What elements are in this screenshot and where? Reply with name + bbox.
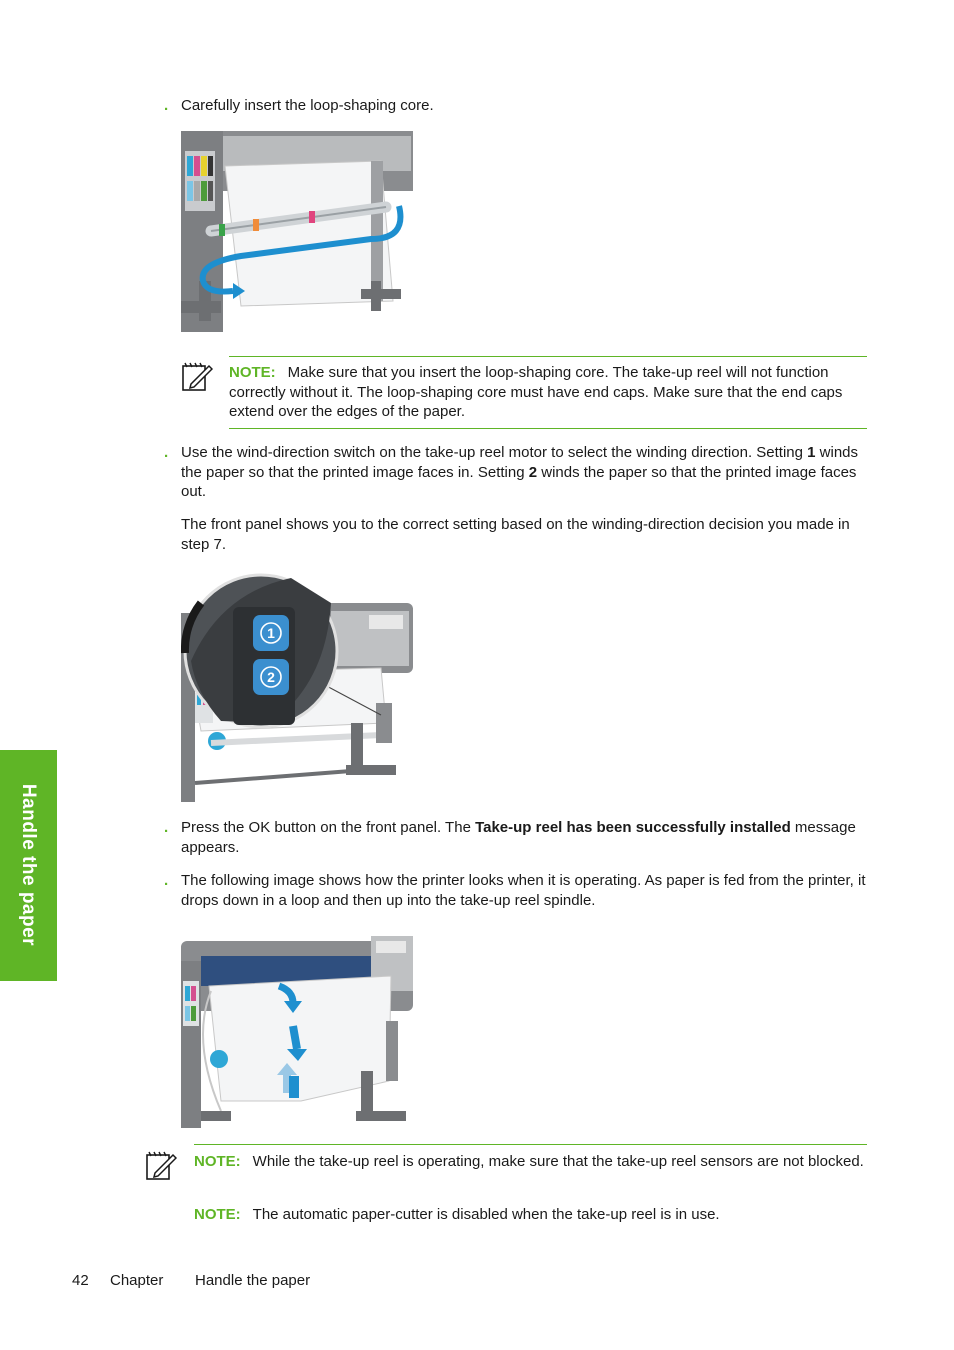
step-3-text-part: Press the OK button on the front panel. The — [181, 819, 476, 836]
note-bottom-rule — [229, 428, 867, 429]
note-top-rule — [229, 356, 867, 357]
side-tab-label: Handle the paper — [17, 783, 39, 947]
step-bullet: . — [164, 872, 169, 889]
installed-message-bold: Take-up reel has been successfully installed — [475, 819, 791, 836]
step-3-text — [181, 818, 871, 857]
note-label: NOTE: — [194, 1206, 241, 1223]
page-number: 42 — [72, 1272, 89, 1289]
note-3-text: The automatic paper-cutter is disabled when the take-up reel is in use. — [252, 1206, 720, 1223]
step-bullet: . — [164, 819, 169, 836]
side-chapter-tab — [0, 750, 57, 981]
step-1-text: Carefully insert the loop-shaping core. — [181, 97, 434, 114]
note-label: NOTE: — [194, 1153, 241, 1170]
step-2-text-part: winds the paper so that the printed image faces in. Setting — [181, 444, 859, 481]
note-1-text: Make sure that you insert the loop-shaping core. The take-up reel will not function correctly without it. The loop-shaping core must have end caps. Make sure that the end caps extend over the edges of the paper. — [229, 364, 843, 420]
step-2-text-part: winds the paper so that the printed image faces out. — [181, 463, 857, 500]
drop-arrow — [293, 1026, 297, 1049]
step-4-text: The following image shows how the printer looks when it is operating. As paper is fed from the printer, it drops down in a loop and then up into the take-up reel spindle. — [181, 872, 866, 909]
note-pencil-icon — [181, 360, 213, 392]
note-pencil-icon — [145, 1149, 177, 1181]
step-bullet: . — [164, 97, 169, 114]
paper-sheet — [225, 161, 393, 306]
step-bullet: . — [164, 444, 169, 461]
step-2-paragraph-2: The front panel shows you to the correct setting based on the winding-direction decision you made in step 7. — [181, 516, 850, 553]
step-3-text-part: message appears. — [181, 819, 856, 856]
note-2 — [194, 1152, 869, 1172]
note-1 — [229, 363, 869, 422]
note-2-text: While the take-up reel is operating, make sure that the take-up reel sensors are not blocked. — [252, 1153, 864, 1170]
setting-1-bold: 1 — [807, 444, 816, 461]
footer-chapter-label: Chapter — [110, 1272, 164, 1289]
printer-operating-illustration — [181, 931, 413, 1128]
step-2-text — [181, 443, 871, 502]
loop-shaping-core-illustration — [181, 131, 413, 332]
note-top-rule — [194, 1144, 867, 1145]
wind-direction-switch-illustration — [181, 573, 413, 802]
note-3 — [194, 1205, 869, 1225]
footer-chapter-title: Handle the paper — [195, 1272, 311, 1289]
step-2-text-part: Use the wind-direction switch on the take-up reel motor to select the winding direction. Setting — [181, 444, 808, 461]
switch-setting-1-label: 1 — [267, 625, 275, 641]
switch-setting-2-label: 2 — [267, 669, 275, 685]
setting-2-bold: 2 — [528, 463, 538, 481]
note-label: NOTE: — [229, 364, 276, 381]
